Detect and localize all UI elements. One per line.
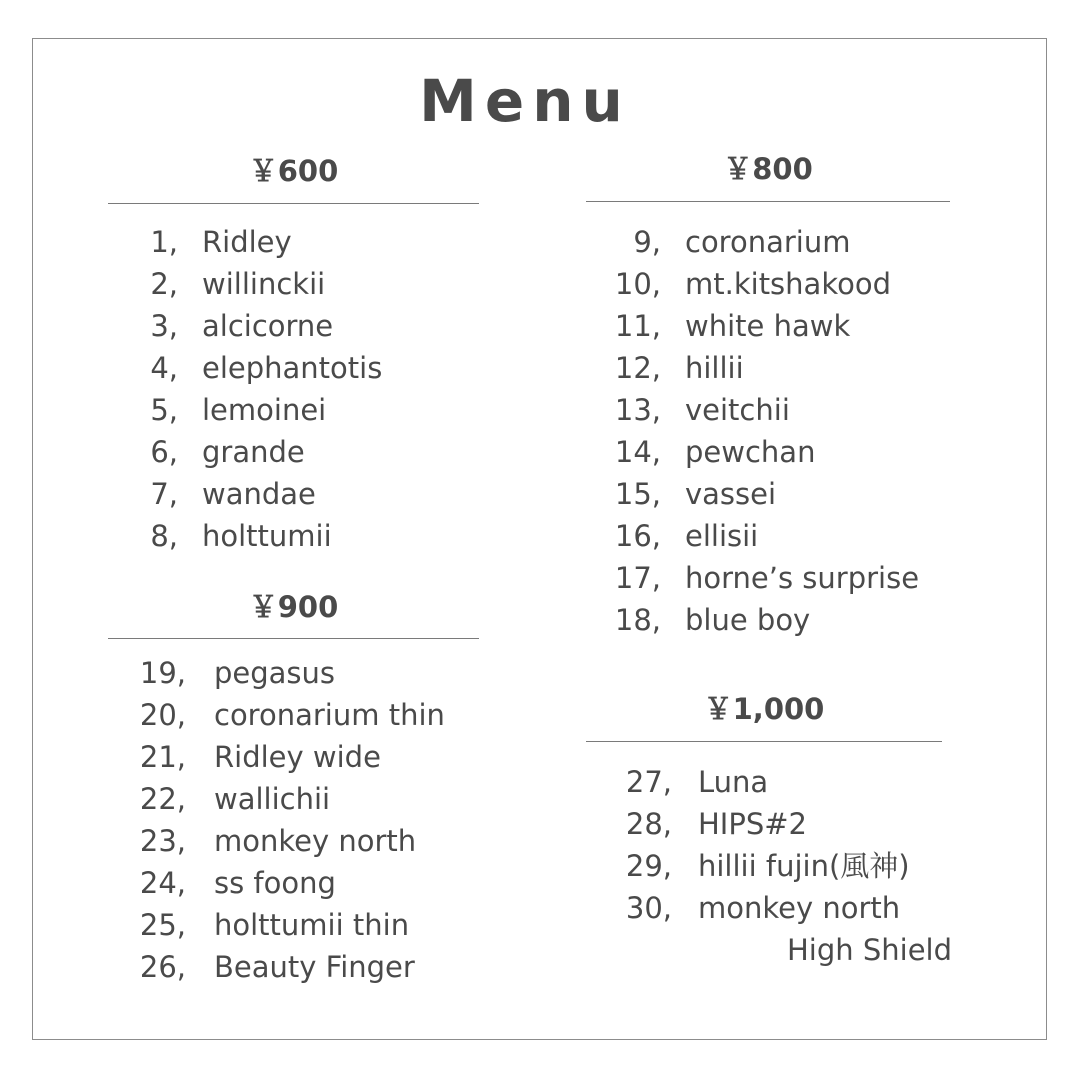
item-name: coronarium (685, 225, 851, 259)
item-number: 16, (614, 519, 661, 553)
item-name: holttumii (202, 519, 332, 553)
item-name: Beauty Finger (214, 950, 415, 984)
item-number: 14, (614, 435, 661, 469)
item-name: ellisii (685, 519, 759, 553)
section-600 (108, 150, 479, 560)
item-name: mt.kitshakood (685, 267, 891, 301)
item-number: 17, (614, 561, 661, 595)
item-number: 10, (614, 267, 661, 301)
divider (586, 741, 942, 742)
item-name: elephantotis (202, 351, 383, 385)
item-name: hillii (685, 351, 744, 385)
section-800 (586, 148, 950, 648)
divider (108, 638, 479, 639)
section-1000 (586, 688, 953, 988)
item-number: 15, (614, 477, 661, 511)
page-title: Menu (419, 67, 631, 135)
item-number: 27, (625, 765, 672, 799)
item-name: wallichii (214, 782, 331, 816)
divider (108, 203, 479, 204)
item-number: 4, (150, 351, 178, 385)
item-name: veitchii (685, 393, 790, 427)
item-number: 12, (614, 351, 661, 385)
item-name: willinckii (202, 267, 326, 301)
item-number: 21, (139, 740, 186, 774)
price-heading: ￥1,000 (703, 692, 825, 726)
item-name: pegasus (214, 656, 336, 690)
item-number: 19, (139, 656, 186, 690)
item-name: HIPS#2 (698, 807, 808, 841)
item-number: 30, (625, 891, 672, 925)
item-number: 8, (150, 519, 178, 553)
item-name-continuation: High Shield (787, 933, 953, 967)
item-number: 23, (139, 824, 186, 858)
item-name: Ridley wide (214, 740, 381, 774)
item-name: hillii fujin(風神) (698, 849, 910, 883)
divider (586, 201, 950, 202)
item-number: 26, (139, 950, 186, 984)
item-name: Ridley (202, 225, 292, 259)
item-number: 18, (614, 603, 661, 637)
item-number: 3, (150, 309, 178, 343)
item-number: 5, (150, 393, 178, 427)
item-number: 25, (139, 908, 186, 942)
item-name: Luna (698, 765, 769, 799)
item-name: pewchan (685, 435, 816, 469)
item-number: 9, (633, 225, 661, 259)
item-name: vassei (685, 477, 777, 511)
item-number: 28, (625, 807, 672, 841)
item-number: 13, (614, 393, 661, 427)
item-name: grande (202, 435, 305, 469)
item-number: 20, (139, 698, 186, 732)
item-name: holttumii thin (214, 908, 410, 942)
item-number: 7, (150, 477, 178, 511)
price-heading: ￥900 (248, 590, 339, 624)
item-number: 29, (625, 849, 672, 883)
item-number: 22, (139, 782, 186, 816)
item-name: horne’s surprise (685, 561, 920, 595)
item-name: ss foong (214, 866, 336, 900)
item-name: white hawk (685, 309, 851, 343)
item-name: monkey north (698, 891, 901, 925)
item-number: 1, (150, 225, 178, 259)
item-number: 11, (614, 309, 661, 343)
section-900 (108, 586, 479, 996)
item-name: lemoinei (202, 393, 327, 427)
item-number: 2, (150, 267, 178, 301)
price-heading: ￥600 (248, 154, 339, 188)
item-name: blue boy (685, 603, 811, 637)
price-heading: ￥800 (723, 152, 813, 186)
item-name: monkey north (214, 824, 417, 858)
item-number: 6, (150, 435, 178, 469)
item-name: alcicorne (202, 309, 334, 343)
item-number: 24, (139, 866, 186, 900)
item-name: coronarium thin (214, 698, 445, 732)
item-name: wandae (202, 477, 316, 511)
